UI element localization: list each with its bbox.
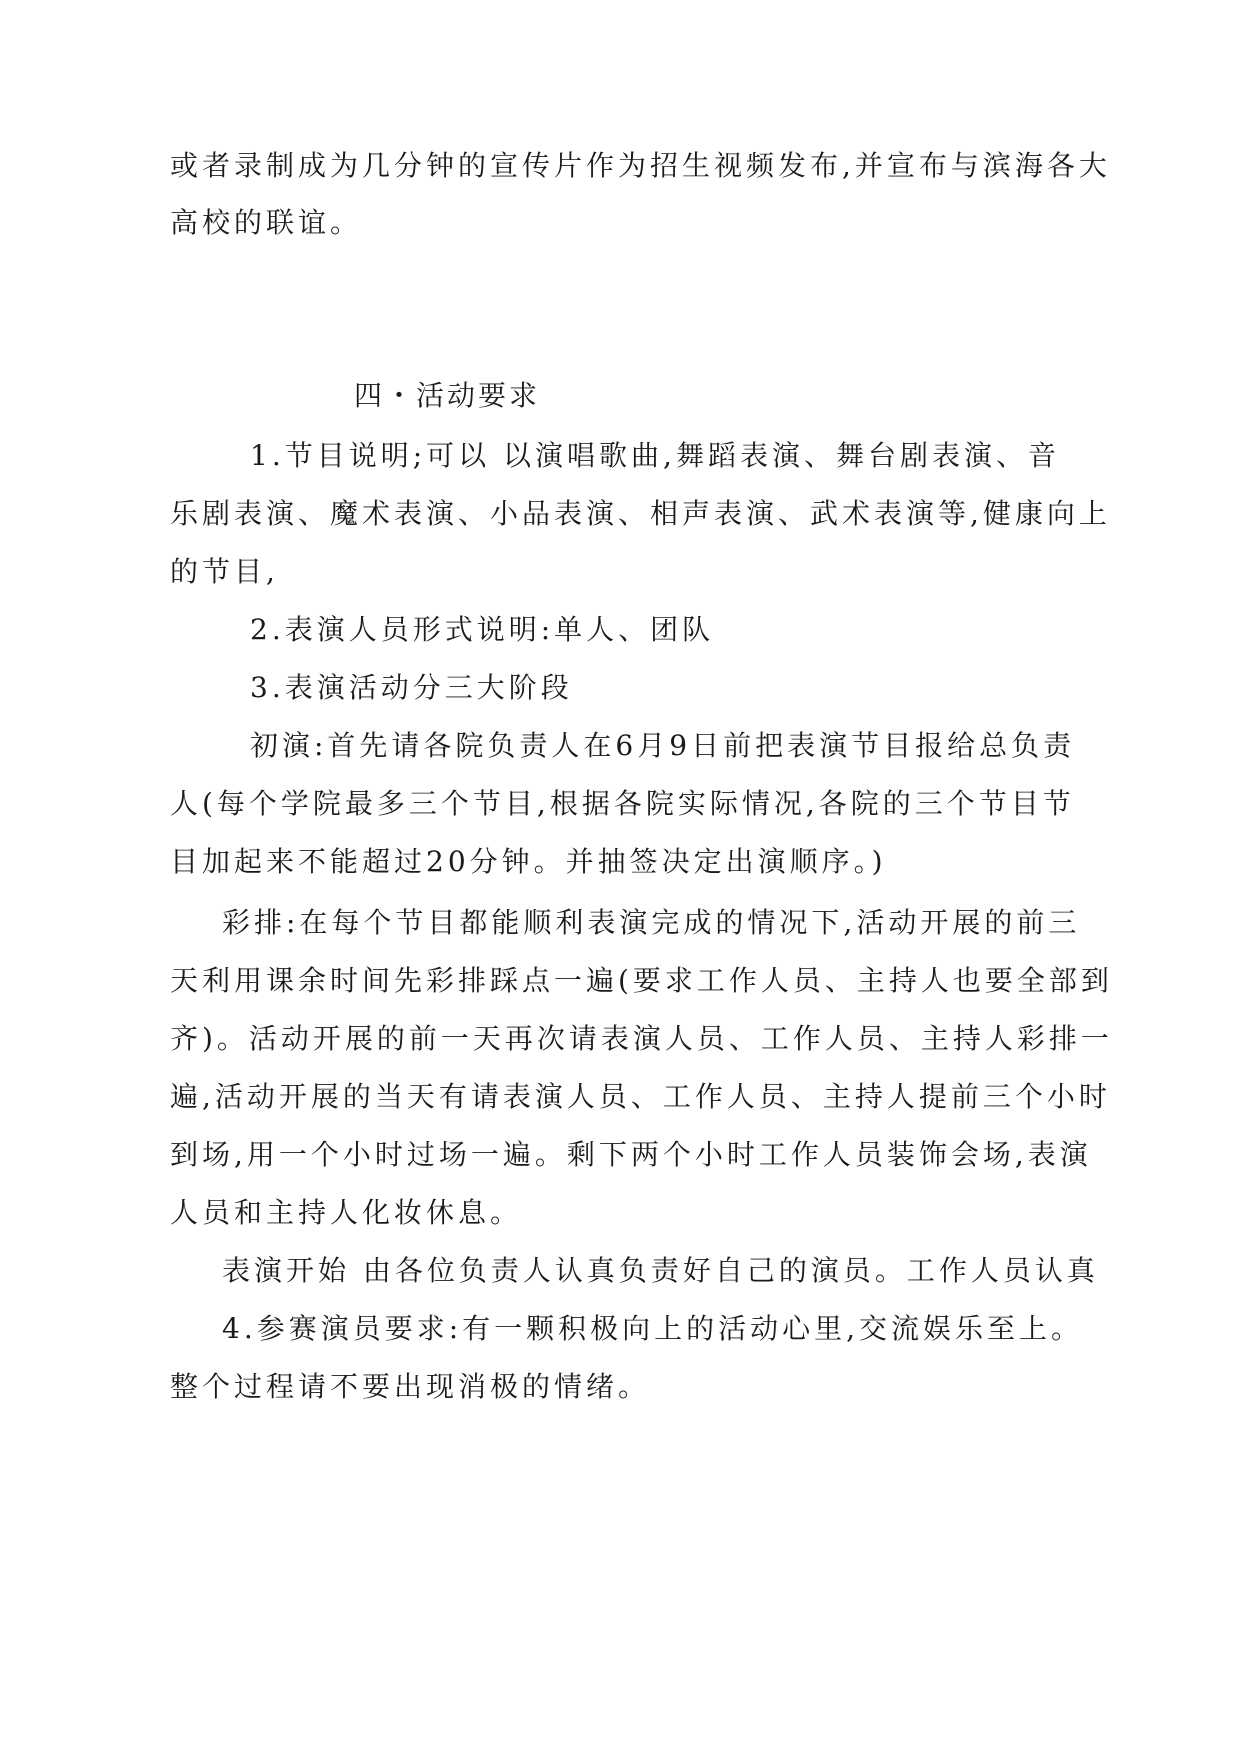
rehearsal-line-4: 遍,活动开展的当天有请表演人员、工作人员、主持人提前三个小时 — [170, 1080, 1111, 1113]
rehearsal-line-3: 齐)。活动开展的前一天再次请表演人员、工作人员、主持人彩排一 — [170, 1022, 1113, 1055]
rehearsal-line-1: 彩排:在每个节目都能顺利表演完成的情况下,活动开展的前三 — [222, 906, 1081, 939]
item1-line-3: 的节目, — [170, 555, 279, 588]
item4-line-1: 4.参赛演员要求:有一颗积极向上的活动心里,交流娱乐至上。 — [222, 1312, 1084, 1345]
preliminary-line-1: 初演:首先请各院负责人在6月9日前把表演节目报给总负责 — [250, 729, 1076, 762]
intro-line-1: 或者录制成为几分钟的宣传片作为招生视频发布,并宣布与滨海各大 — [170, 149, 1111, 182]
rehearsal-line-5: 到场,用一个小时过场一遍。剩下两个小时工作人员装饰会场,表演 — [170, 1138, 1092, 1171]
preliminary-line-2: 人(每个学院最多三个节目,根据各院实际情况,各院的三个节目节 — [170, 787, 1075, 820]
preliminary-line-3: 目加起来不能超过20分钟。并抽签决定出演顺序。) — [170, 845, 887, 878]
item1-line-1: 1.节目说明;可以 以演唱歌曲,舞蹈表演、舞台剧表演、音 — [250, 439, 1060, 472]
rehearsal-line-2: 天利用课余时间先彩排踩点一遍(要求工作人员、主持人也要全部到 — [170, 964, 1113, 997]
intro-line-2: 高校的联谊。 — [170, 206, 363, 239]
rehearsal-line-6: 人员和主持人化妆休息。 — [170, 1196, 523, 1229]
item2-line: 2.表演人员形式说明:单人、团队 — [250, 613, 715, 646]
performance-start-line: 表演开始 由各位负责人认真负责好自己的演员。工作人员认真 — [222, 1254, 1099, 1287]
item4-line-2: 整个过程请不要出现消极的情绪。 — [170, 1370, 651, 1403]
item1-line-2: 乐剧表演、魔术表演、小品表演、相声表演、武术表演等,健康向上 — [170, 497, 1111, 530]
section-heading: 四・活动要求 — [354, 379, 541, 412]
item3-line: 3.表演活动分三大阶段 — [250, 671, 573, 704]
